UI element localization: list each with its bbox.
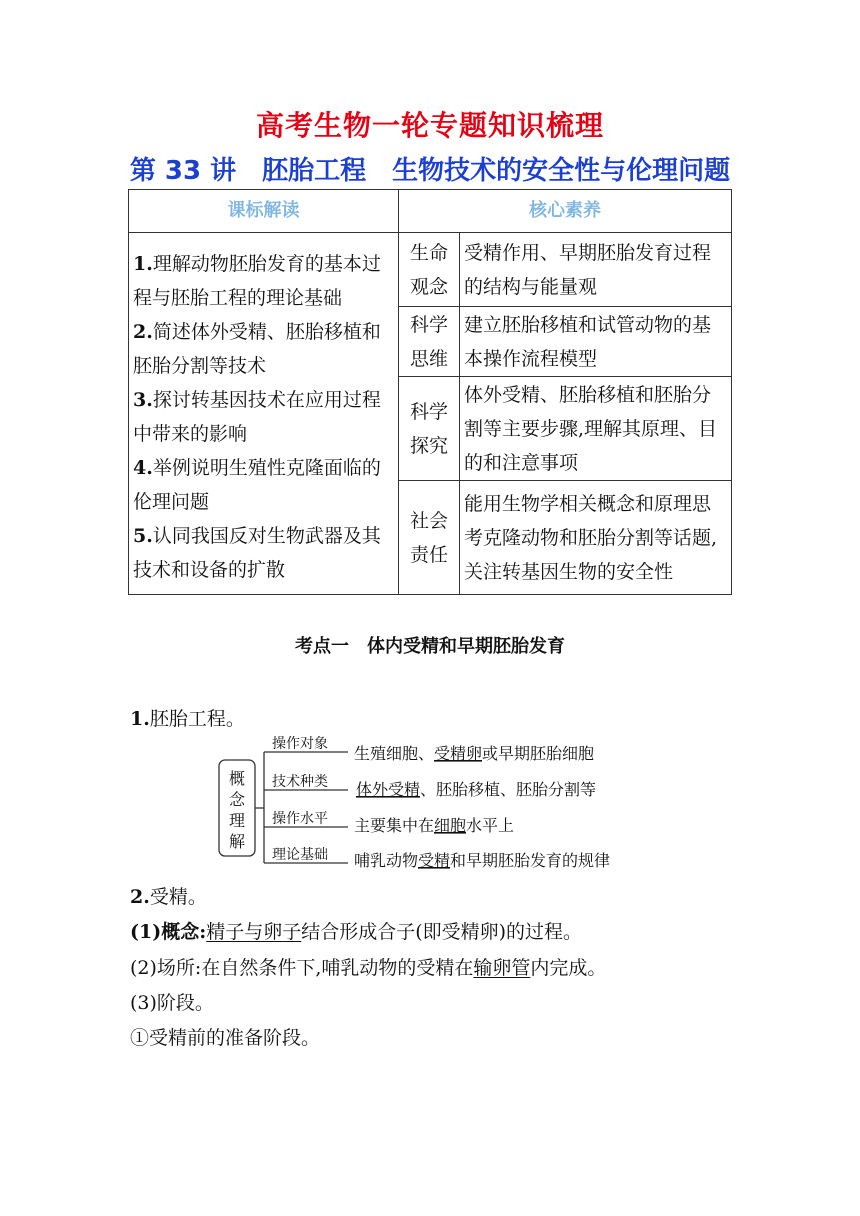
- section-title: 考点一 体内受精和早期胚胎发育: [295, 636, 565, 657]
- branch-text: 主要集中在细胞水平上: [354, 816, 515, 835]
- concept-root-char: 念: [228, 790, 246, 809]
- item1-heading: 1.胚胎工程。: [130, 708, 245, 730]
- literacy-description: 能用生物学相关概念和原理思考克隆动物和胚胎分割等话题,关注转基因生物的安全性: [460, 481, 732, 595]
- literacy-description: 体外受精、胚胎移植和胚胎分割等主要步骤,理解其原理、目的和注意事项: [460, 377, 732, 481]
- concept-root-char: 解: [228, 832, 246, 851]
- item2-place: (2)场所:在自然条件下,哺乳动物的受精在输卵管内完成。: [130, 957, 607, 979]
- curriculum-item: 2.简述体外受精、胚胎移植和胚胎分割等技术: [133, 321, 381, 377]
- item2-concept: (1)概念:精子与卵子结合形成合子(即受精卵)的过程。: [130, 921, 583, 943]
- branch-text: 哺乳动物受精和早期胚胎发育的规律: [354, 851, 611, 870]
- curriculum-item: 1.理解动物胚胎发育的基本过程与胚胎工程的理论基础: [133, 253, 381, 309]
- literacy-category: 科学 思维: [399, 307, 460, 377]
- curriculum-item: 5.认同我国反对生物武器及其技术和设备的扩散: [133, 525, 381, 581]
- curriculum-cell: [129, 233, 399, 595]
- literacy-category: 社会 责任: [399, 481, 460, 595]
- branch-text: 体外受精、胚胎移植、胚胎分割等: [356, 780, 597, 799]
- literacy-category: 科学 探究: [399, 377, 460, 481]
- branch-text: 生殖细胞、受精卵或早期胚胎细胞: [354, 744, 595, 763]
- literacy-category: 生命 观念: [399, 233, 460, 307]
- standards-table: [128, 189, 732, 595]
- literacy-description: 受精作用、早期胚胎发育过程的结构与能量观: [460, 233, 732, 307]
- branch-label: 理论基础: [272, 847, 328, 863]
- col-header-literacy: 核心素养: [399, 190, 732, 233]
- concept-root-char: 理: [228, 811, 246, 830]
- concept-diagram: [214, 734, 654, 874]
- concept-root-char: 概: [228, 769, 246, 788]
- branch-label: 操作对象: [272, 736, 328, 752]
- lecture-title: 第 33 讲 胚胎工程 生物技术的安全性与伦理问题: [129, 156, 731, 186]
- col-header-curriculum: 课标解读: [129, 190, 399, 233]
- item2-heading: 2.受精。: [130, 886, 207, 908]
- item2-stage1: ①受精前的准备阶段。: [130, 1027, 321, 1049]
- curriculum-item: 4.举例说明生殖性克隆面临的伦理问题: [133, 457, 381, 513]
- literacy-description: 建立胚胎移植和试管动物的基本操作流程模型: [460, 307, 732, 377]
- branch-label: 操作水平: [272, 811, 328, 827]
- curriculum-item: 3.探讨转基因技术在应用过程中带来的影响: [133, 389, 381, 445]
- item2-stage: (3)阶段。: [130, 992, 214, 1014]
- branch-label: 技术种类: [272, 774, 328, 790]
- page-title: 高考生物一轮专题知识梳理: [255, 109, 604, 142]
